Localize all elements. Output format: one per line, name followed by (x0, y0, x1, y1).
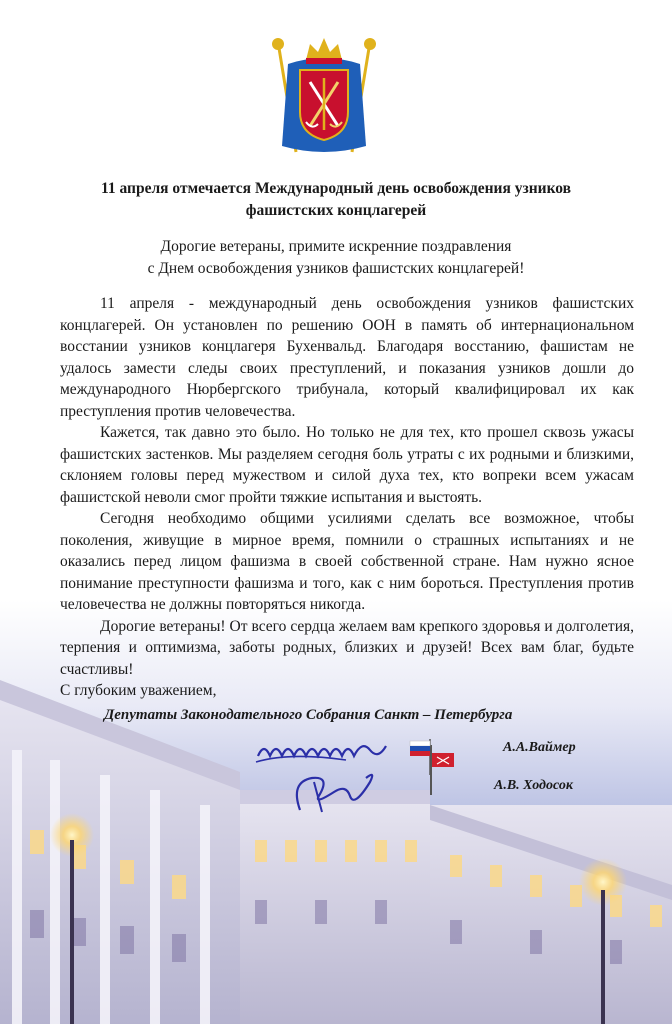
signatory: Депутаты Законодательного Собрания Санкт – Петербурга (104, 707, 513, 723)
signature-icon (250, 722, 400, 818)
letter-title (40, 178, 632, 222)
title-line-2: фашистских концлагерей (245, 202, 427, 219)
greeting-line-1: Дорогие ветераны, примите искренние поздравления (160, 238, 512, 255)
flags-icon (408, 735, 468, 775)
title-line-1: 11 апреля отмечается Международный день освобождения узников (100, 180, 572, 197)
coat-of-arms-icon (266, 34, 382, 158)
paragraph-4: Дорогие ветераны! От всего сердца желаем вам крепкого здоровья и долголетия, терпения и оптимизма, заботы родных, близких и друзей! Всех вам благ, будьте счастливы! (60, 617, 634, 678)
paragraph-1: 11 апреля - международный день освобождения узников фашистских концлагерей. Он установлен по решению ООН в память об интернациональном восстании узников концлагеря Бухенвальд. Благодаря восстанию, фашистам не удалось замести следы своих преступлений, и показания узников дошли до международного Нюрбергского трибунала, который квалифицировал их как преступления против человечества. (60, 295, 634, 420)
greeting (40, 236, 632, 280)
closing: С глубоким уважением, (60, 682, 217, 699)
paragraph-3: Сегодня необходимо общими усилиями сделать все возможное, чтобы поколения, живущие в мирное время, помнили о страшных испытаниях и не оказались перед лицом фашизма в своей собственной стране. Нам нужно ясное понимание преступности фашизма и того, как с ним бороться. Преступления против человечества не должны повторяться никогда. (60, 510, 634, 613)
paragraph-2: Кажется, так давно это было. Но только не для тех, кто прошел сквозь ужасы фашистских застенков. Мы разделяем сегодня боль утраты с их родными и близкими, склоняем головы перед мужеством и силой духа тех, кто вопреки всем ужасам фашистской неволи смог пройти тяжкие испытания и выстоять. (60, 424, 634, 506)
greeting-line-2: с Днем освобождения узников фашистских концлагерей! (147, 260, 525, 277)
signatory-name-1: А.А.Ваймер (503, 740, 576, 755)
letter-body (60, 293, 634, 702)
signatory-name-2: А.В. Ходосок (494, 778, 573, 793)
